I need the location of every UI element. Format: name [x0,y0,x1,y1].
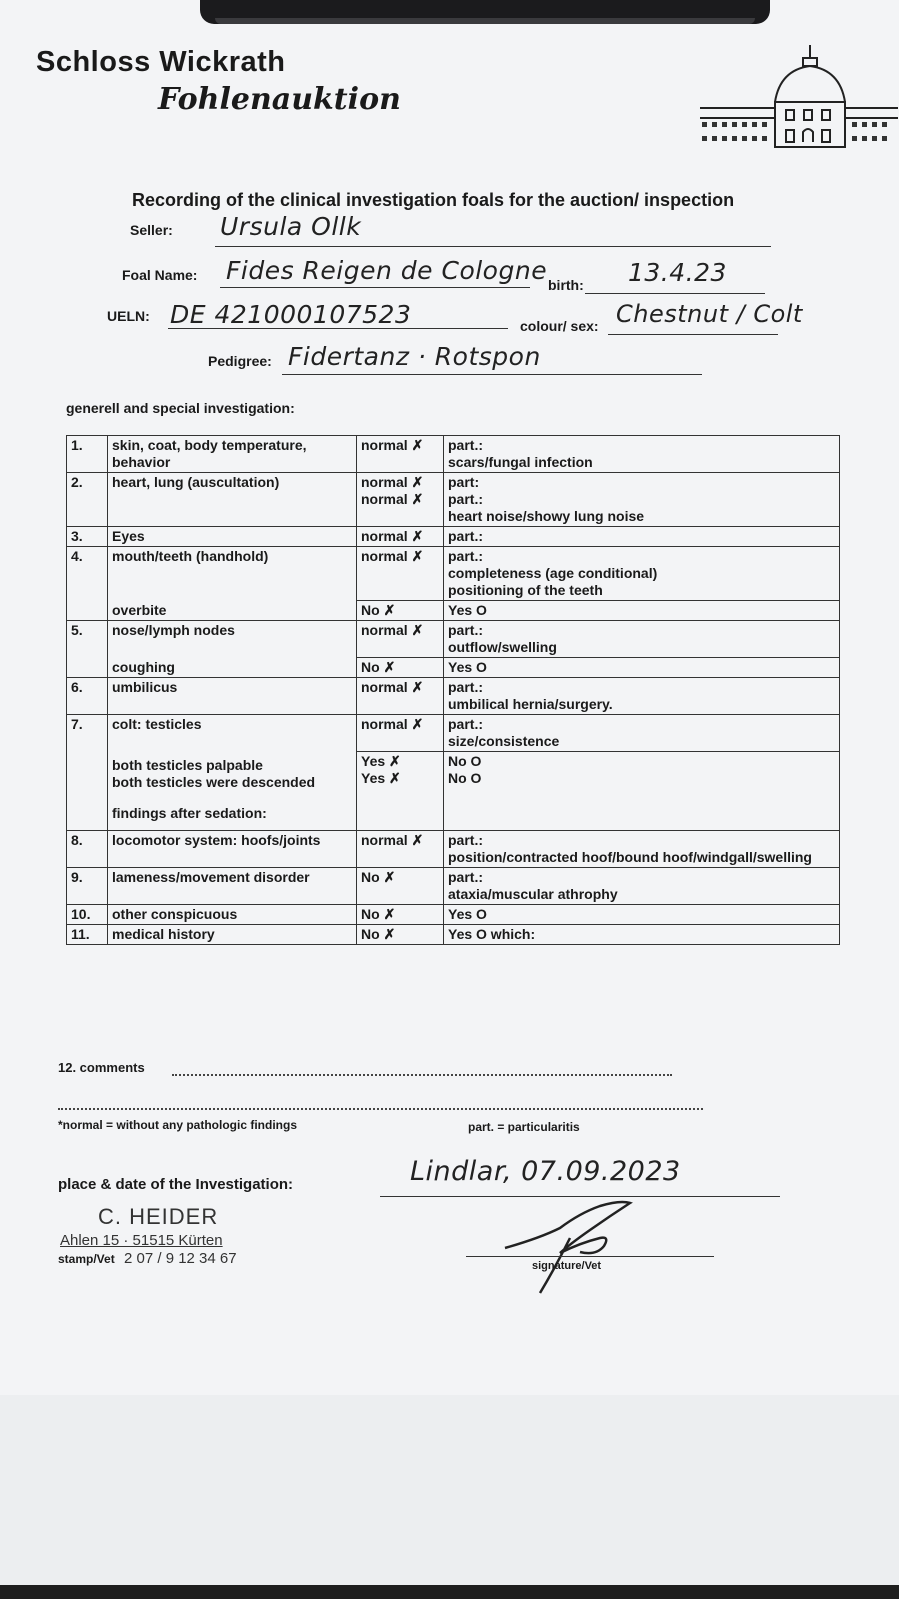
footnote-part: part. = particularitis [468,1120,580,1134]
check-mark-icon: ✗ [411,679,424,695]
brand-subtitle: Fohlenauktion [158,82,401,117]
brand-name: Schloss Wickrath [36,46,286,78]
table-row [67,905,840,925]
seller-label: Seller: [130,222,173,238]
table-row [67,658,840,678]
comments-line [172,1074,672,1076]
pedigree-label: Pedigree: [208,353,272,369]
row-status: No [361,869,380,885]
row-status: normal [361,679,408,695]
clipboard-clip-edge [215,18,755,24]
row-yes: Yes O [444,658,840,678]
row-number: 10. [67,905,108,925]
ueln-label: UELN: [107,308,150,324]
check-mark-icon: ✗ [383,906,396,922]
part-text: position/contracted hoof/bound hoof/windgall/swelling [448,849,812,865]
birth-value: 13.4.23 [628,258,727,287]
check-mark-icon: ✗ [411,548,424,564]
part-text: completeness (age conditional) [448,565,658,581]
row-status: normal [361,474,408,490]
row-number: 8. [67,831,108,868]
check-mark-icon: ✗ [383,659,396,675]
check-mark-icon: ✗ [383,926,396,942]
birth-line [585,293,765,294]
check-mark-icon: ✗ [411,528,424,544]
comments-line-2 [58,1108,703,1110]
part-label: part.: [448,832,483,848]
form-title: Recording of the clinical investigation foals for the auction/ inspection [132,190,735,210]
table-row [67,715,840,752]
row-item: medical history [108,925,357,945]
section-label: generell and special investigation: [66,400,295,416]
table-row [67,831,840,868]
stamp-name: C. HEIDER [98,1204,219,1229]
table-row [67,868,840,905]
row-status: normal [361,548,408,564]
ueln-value: DE 421000107523 [170,300,412,329]
part-text: umbilical hernia/surgery. [448,696,613,712]
part-label: part.: [448,679,483,695]
part-label: part: [448,474,480,490]
pedigree-value: Fidertanz · Rotspon [288,342,541,371]
check-mark-icon: ✗ [411,437,424,453]
footnote-normal: *normal = without any pathologic findings [58,1118,298,1132]
check-mark-icon: ✗ [411,622,424,638]
part-label: part.: [448,869,483,885]
stamp-label: stamp/Vet [58,1252,115,1266]
place-date-line [380,1196,780,1197]
signature-line [466,1256,714,1257]
row-status: No [361,602,380,618]
check-mark-icon: ✗ [383,869,396,885]
place-date-label: place & date of the Investigation: [58,1176,294,1193]
check-mark-icon: ✗ [411,474,424,490]
row-number: 6. [67,678,108,715]
row-sub-item: overbite [108,601,357,621]
clipboard-bottom-edge [0,1585,899,1599]
part-text: size/consistence [448,733,560,749]
row-no: No O [448,753,482,769]
part-label: part.: [444,527,840,547]
row-status: Yes [361,753,386,769]
table-row [67,678,840,715]
foal-name-value: Fides Reigen de Cologne [226,256,548,285]
row-item: other conspicuous [108,905,357,925]
row-item: colt: testicles [112,716,202,732]
part-text: ataxia/muscular athrophy [448,886,618,902]
row-status: normal [361,437,408,453]
foal-name-label: Foal Name: [122,267,198,283]
comments-label: 12. comments [58,1060,145,1075]
lower-paper [0,1395,899,1585]
seller-value: Ursula Ollk [220,212,362,241]
row-item: nose/lymph nodes [108,621,357,658]
row-status: No [361,659,380,675]
row-item: umbilicus [108,678,357,715]
colour-sex-value: Chestnut / Colt [616,300,803,328]
signature-mark [500,1198,660,1298]
stamp-address: Ahlen 15 · 51515 Kürten [60,1232,223,1249]
check-mark-icon: ✗ [411,716,424,732]
row-number: 9. [67,868,108,905]
row-yes: Yes O [444,601,840,621]
table-row [67,527,840,547]
investigation-table [66,435,840,945]
row-number: 3. [67,527,108,547]
part-text: outflow/swelling [448,639,557,655]
part-label: part.: [448,548,483,564]
row-yes: Yes O [444,905,840,925]
stamp-phone: 2 07 / 9 12 34 67 [124,1250,237,1267]
row-item: lameness/movement disorder [108,868,357,905]
row-item: mouth/teeth (handhold) [108,547,357,601]
row-item: heart, lung (auscultation) [108,473,357,527]
row-item: skin, coat, body temperature, behavior [108,436,357,473]
row-number: 1. [67,436,108,473]
row-sub-item: coughing [108,658,357,678]
check-mark-icon: ✗ [383,602,396,618]
row-number: 5. [67,621,108,678]
foal-name-line [220,287,530,288]
row-status: normal [361,622,408,638]
row-number: 11. [67,925,108,945]
row-number: 4. [67,547,108,621]
colour-sex-line [608,334,778,335]
part-text: heart noise/showy lung noise [448,508,645,524]
colour-sex-label: colour/ sex: [520,318,599,334]
row-sub-item: both testicles palpable [112,757,263,773]
row-status: Yes [361,770,386,786]
part-label: part.: [448,716,483,732]
row-status: normal [361,832,408,848]
part-label: part.: [448,437,483,453]
part-label: part.: [448,622,483,638]
row-no: No O [448,770,482,786]
table-row [67,436,840,473]
birth-label: birth: [548,277,584,293]
row-status: No [361,906,380,922]
check-mark-icon: ✗ [389,753,401,769]
row-status: normal [361,528,408,544]
row-item: Eyes [108,527,357,547]
table-row [67,547,840,601]
place-date-value: Lindlar, 07.09.2023 [410,1156,681,1187]
castle-logo-icon [700,42,898,152]
row-status: No [361,926,380,942]
row-number: 7. [67,715,108,831]
row-sub-item: both testicles were descended [112,774,316,790]
table-row [67,601,840,621]
pedigree-line [282,374,702,375]
seller-line [215,246,771,247]
check-mark-icon: ✗ [389,770,401,786]
table-row [67,473,840,527]
table-row [67,925,840,945]
row-yes: Yes O which: [444,925,840,945]
row-item: locomotor system: hoofs/joints [108,831,357,868]
part-label: part.: [448,491,483,507]
row-number: 2. [67,473,108,527]
row-status: normal [361,716,408,732]
check-mark-icon: ✗ [411,832,424,848]
row-sub-item: findings after sedation: [112,805,267,821]
part-text: scars/fungal infection [448,454,593,470]
check-mark-icon: ✗ [411,491,424,507]
row-status: normal [361,491,408,507]
part-text: positioning of the teeth [448,582,603,598]
table-row [67,621,840,658]
signature-label: signature/Vet [532,1260,602,1272]
